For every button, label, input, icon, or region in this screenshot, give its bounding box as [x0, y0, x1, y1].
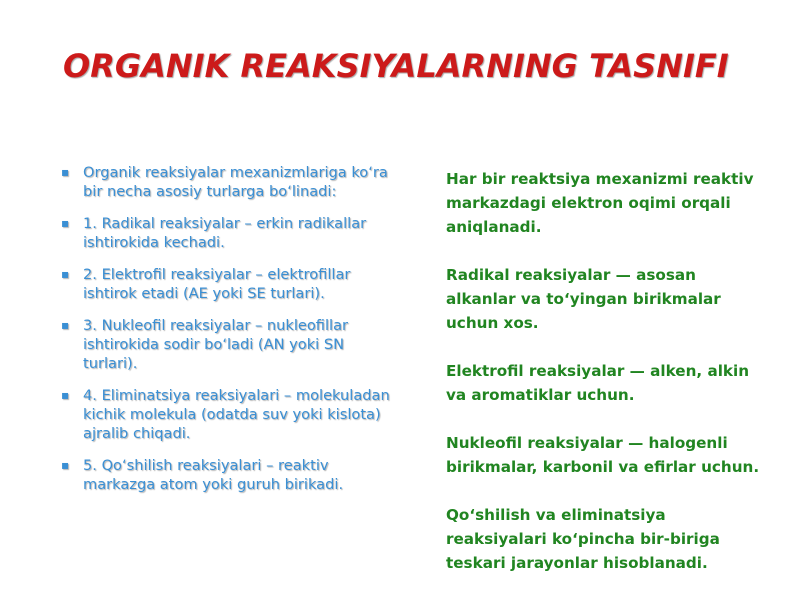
list-item-text: 1. Radikal reaksiyalar – erkin radikallar ishtirokida kechadi. — [83, 215, 367, 251]
note-paragraph: Qo‘shilish va eliminatsiya reaksiyalari ko‘pincha bir-biriga teskari jarayonlar hisoblanadi. — [446, 506, 720, 572]
bullet-square-icon: ▪ — [61, 458, 70, 472]
list-item — [58, 456, 398, 494]
note-paragraph: Har bir reaktsiya mexanizmi reaktiv markazdagi elektron oqimi orqali aniqlanadi. — [446, 170, 754, 236]
bullet-list — [58, 163, 398, 507]
note-paragraph: Nukleofil reaksiyalar — halogenli birikmalar, karbonil va efirlar uchun. — [446, 434, 760, 476]
list-item-text: Organik reaksiyalar mexanizmlariga ko‘ra bir necha asosiy turlarga bo‘linadi: — [83, 164, 388, 200]
bullet-square-icon: ▪ — [61, 165, 70, 179]
slide-title: ORGANIK REAKSIYALARNING TASNIFI — [63, 47, 729, 85]
notes-column — [446, 167, 766, 575]
bullet-square-icon: ▪ — [61, 318, 70, 332]
list-item-text: 2. Elektrofil reaksiyalar – elektrofillar ishtirok etadi (AE yoki SE turlari). — [83, 266, 351, 302]
bullet-square-icon: ▪ — [61, 216, 70, 230]
list-item-text: 5. Qo‘shilish reaksiyalari – reaktiv markazga atom yoki guruh birikadi. — [83, 457, 344, 493]
list-item — [58, 214, 398, 252]
list-item — [58, 265, 398, 303]
bullet-square-icon: ▪ — [61, 388, 70, 402]
list-item — [58, 386, 398, 443]
bullet-square-icon: ▪ — [61, 267, 70, 281]
list-item — [58, 316, 398, 373]
list-item-text: 4. Eliminatsiya reaksiyalari – molekuladan kichik molekula (odatda suv yoki kislota) ajralib chiqadi. — [83, 387, 390, 442]
note-paragraph: Elektrofil reaksiyalar — alken, alkin va aromatiklar uchun. — [446, 362, 750, 404]
note-paragraph: Radikal reaksiyalar — asosan alkanlar va to‘yingan birikmalar uchun xos. — [446, 266, 721, 332]
list-item-text: 3. Nukleofil reaksiyalar – nukleofillar ishtirokida sodir bo‘ladi (AN yoki SN turlari). — [83, 317, 349, 372]
list-item — [58, 163, 398, 201]
